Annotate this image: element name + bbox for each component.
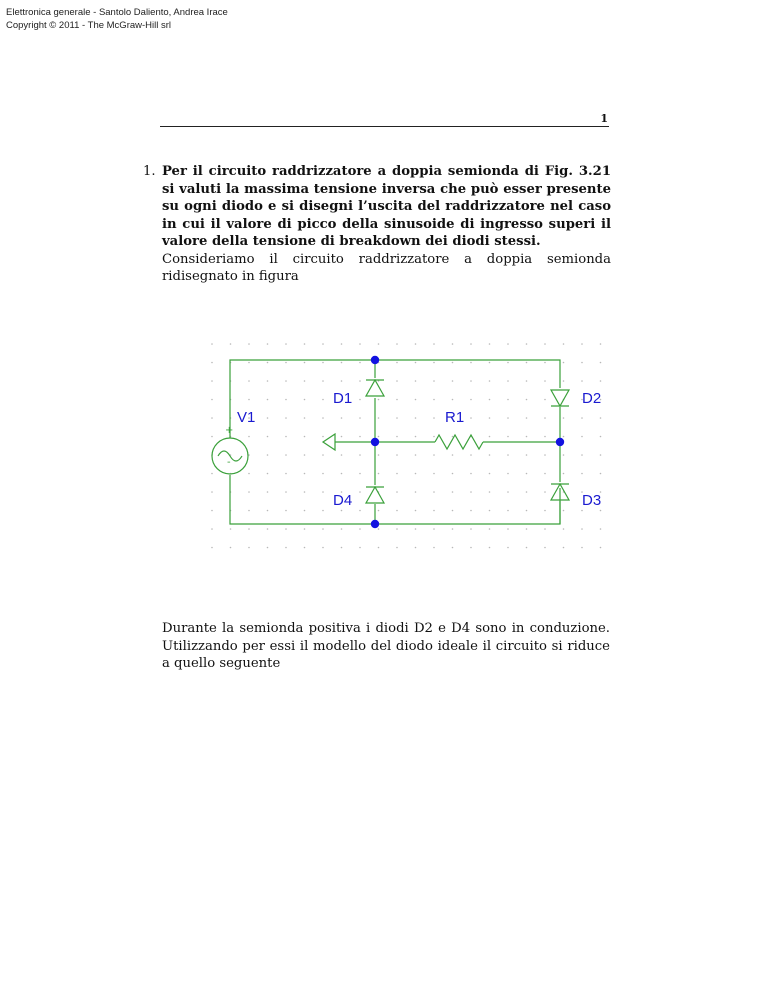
problem-item <box>143 163 611 286</box>
label-r1: R1 <box>445 409 465 426</box>
source-plus-sign: + <box>225 425 234 436</box>
label-d1: D1 <box>333 390 353 407</box>
diode-d2 <box>551 390 569 406</box>
problem-body <box>162 163 611 286</box>
header-rule <box>160 126 609 127</box>
schematic-wires <box>230 360 560 524</box>
diode-d4 <box>366 487 384 503</box>
label-d2: D2 <box>582 390 602 407</box>
node-right <box>556 438 564 446</box>
label-v1: V1 <box>237 409 256 426</box>
ground-symbol <box>323 434 335 450</box>
node-middle <box>371 438 379 446</box>
label-d4: D4 <box>333 492 353 509</box>
header-line-title: Elettronica generale - Santolo Daliento, Andrea Irace <box>6 7 228 18</box>
problem-number: 1. <box>143 164 156 179</box>
problem-intro: Consideriamo il circuito raddrizzatore a doppia semionda ridisegnato in figura <box>162 251 611 284</box>
voltage-source-v1 <box>212 438 248 474</box>
problem-statement: Per il circuito raddrizzatore a doppia semionda di Fig. 3.21 si valuti la massima tensione inversa che può esser presente su ogni diodo e si disegni l’uscita del raddrizzatore nel caso in cui il valore di picco della sinusoide di ingresso superi il valore della tensione di breakdown dei diodi stessi. <box>162 164 611 249</box>
node-top <box>371 356 379 364</box>
header-line-copyright: Copyright © 2011 - The McGraw-Hill srl <box>6 20 172 31</box>
bridge-rectifier-schematic <box>190 340 610 560</box>
copyright-header <box>6 6 228 32</box>
schematic-grid <box>211 343 601 548</box>
explanation-paragraph: Durante la semionda positiva i diodi D2 e D4 sono in conduzione. Utilizzando per essi il modello del diodo ideale il circuito si riduce a quello seguente <box>162 621 610 671</box>
label-d3: D3 <box>582 492 602 509</box>
diode-d1 <box>366 380 384 396</box>
node-bottom <box>371 520 379 528</box>
source-minus-sign: - <box>227 457 231 468</box>
resistor-r1 <box>435 435 483 449</box>
page-number: 1 <box>600 112 608 125</box>
